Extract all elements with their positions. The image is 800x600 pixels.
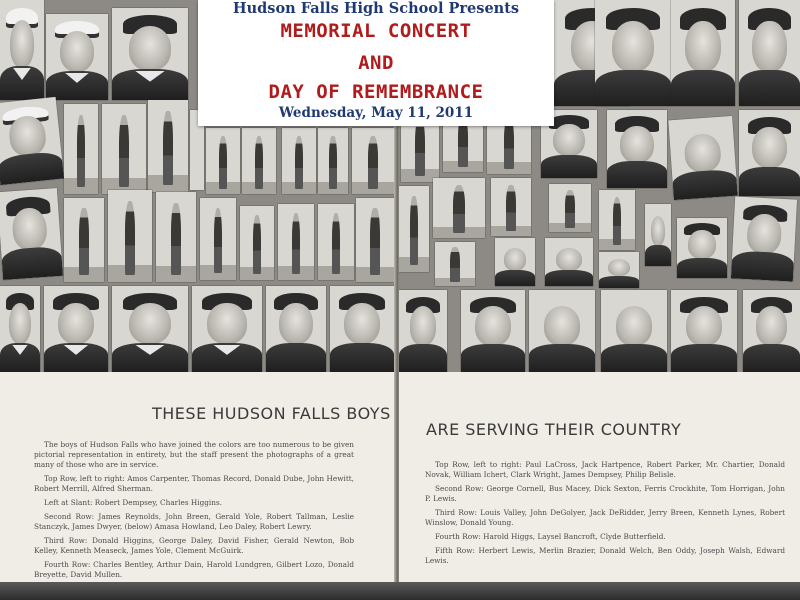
portrait-photo [529, 290, 595, 372]
full-figure-photo [491, 178, 531, 236]
full-figure-photo [278, 204, 314, 280]
caption-paragraph: Third Row: Donald Higgins, George Daley, David Fisher, Gerald Newton, Bob Kelley, Kenneth Measeck, James Yole, Clement McGuirk. [34, 536, 354, 555]
full-figure-photo [549, 184, 591, 232]
portrait-photo [0, 0, 44, 100]
banner-date: Wednesday, May 11, 2011 [278, 105, 474, 121]
portrait-photo [330, 286, 394, 372]
caption-paragraph: Fourth Row: Charles Bentley, Arthur Dain, Harold Lundgren, Gilbert Lozo, Donald Breyette, David Mullen. [34, 560, 354, 579]
full-figure-photo [435, 242, 475, 286]
portrait-photo [399, 290, 447, 372]
caption-paragraph: Second Row: James Reynolds, John Breen, Gerald Yole, Robert Tallman, Leslie Stanczyk, James Dwyer, (below) Amasa Howland, Leo Daley, Robert Lewry. [34, 512, 354, 531]
full-figure-photo [282, 128, 316, 194]
full-figure-photo [599, 190, 635, 250]
portrait-photo [44, 286, 108, 372]
full-figure-photo [242, 128, 276, 194]
full-figure-photo [352, 128, 394, 194]
banner-title-line-3: DAY OF REMEMBRANCE [268, 81, 484, 103]
full-figure-photo [206, 128, 240, 194]
caption-paragraph: Third Row: Louis Valley, John DeGolyer, Jack DeRidder, Jerry Breen, Kenneth Lynes, Robert Winslow, Donald Young. [425, 508, 785, 527]
portrait-photo [739, 110, 800, 196]
caption-paragraph: Second Row: George Cornell, Bus Macey, Dick Sexton, Ferris Crockhite, Tom Horrigan, John P. Lewis. [425, 484, 785, 503]
left-page-caption [34, 440, 354, 582]
portrait-photo [743, 290, 800, 372]
full-figure-photo [318, 128, 348, 194]
portrait-photo [607, 110, 667, 188]
full-figure-photo [433, 178, 485, 238]
portrait-photo [112, 8, 188, 100]
full-figure-photo [64, 104, 98, 194]
full-figure-photo [240, 206, 274, 280]
caption-paragraph: The boys of Hudson Falls who have joined the colors are too numerous to be given pictorial representation in entirety, but the staff present the photographs of a great many of those who are in service. [34, 440, 354, 469]
left-page-heading: THESE HUDSON FALLS BOYS [152, 404, 391, 423]
caption-paragraph: Fourth Row: Harold Higgs, Laysel Bancroft, Clyde Butterfield. [435, 532, 666, 541]
caption-paragraph: Fifth Row: Herbert Lewis, Merlin Brazier, Donald Welch, Ben Oddy, Joseph Walsh, Edward Lewis. [425, 546, 785, 565]
portrait-photo [266, 286, 326, 372]
portrait-photo [595, 0, 671, 106]
portrait-photo [671, 0, 735, 106]
right-page-caption [425, 460, 785, 570]
caption-paragraph: Top Row, left to right: Amos Carpenter, Thomas Record, Donald Dube, John Hewitt, Robert Merrill, Alfred Sherman. [34, 474, 354, 493]
portrait-photo [0, 97, 64, 185]
caption-paragraph: Top Row, left to right: Paul LaCross, Jack Hartpence, Robert Parker, Mr. Chartier, Donald Novak, William Ichert, Clark Wright, James Dempsey, Philip Belisle. [425, 460, 785, 479]
bottom-frame-bar [0, 582, 800, 600]
right-page-heading: ARE SERVING THEIR COUNTRY [426, 420, 682, 439]
portrait-photo [668, 116, 737, 200]
full-figure-photo [200, 198, 236, 280]
portrait-photo [0, 286, 40, 372]
full-figure-photo [148, 100, 188, 192]
portrait-photo [601, 290, 667, 372]
portrait-photo [599, 252, 639, 288]
full-figure-photo [356, 198, 394, 282]
full-figure-photo [102, 104, 146, 194]
full-figure-photo [64, 198, 104, 282]
portrait-photo [46, 14, 108, 100]
full-figure-photo [156, 192, 196, 282]
banner-title-line-1: MEMORIAL CONCERT [280, 20, 472, 42]
portrait-photo [495, 238, 535, 286]
banner-presenter: Hudson Falls High School Presents [232, 0, 520, 17]
portrait-photo [112, 286, 188, 372]
portrait-photo [0, 188, 63, 280]
portrait-photo [739, 0, 800, 106]
caption-paragraph: Left at Slant: Robert Dempsey, Charles Higgins. [44, 498, 223, 507]
portrait-photo [461, 290, 525, 372]
portrait-photo [731, 196, 797, 281]
banner-title-line-2: AND [358, 52, 394, 74]
full-figure-photo [399, 186, 429, 272]
event-banner [198, 0, 554, 126]
full-figure-photo [318, 204, 354, 280]
portrait-photo [645, 204, 671, 266]
portrait-photo [671, 290, 737, 372]
portrait-photo [545, 238, 593, 286]
portrait-photo [192, 286, 262, 372]
full-figure-photo [108, 190, 152, 282]
portrait-photo [677, 218, 727, 278]
